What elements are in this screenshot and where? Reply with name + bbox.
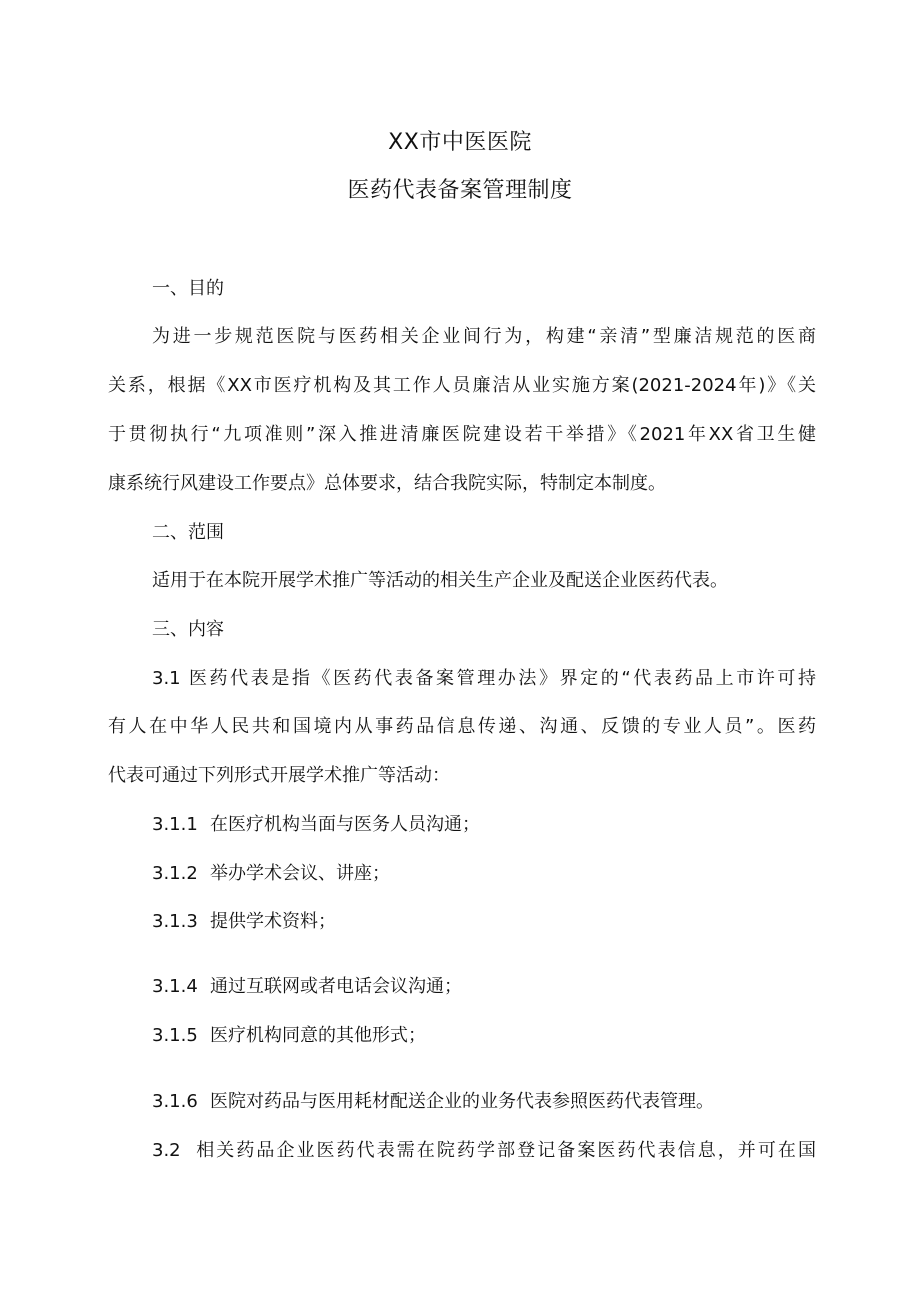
clause-number: 3.2 [152,1140,181,1161]
list-item-number: 3.1.4 [152,976,198,997]
list-item-text: 医疗机构同意的其他形式； [210,1025,426,1046]
list-item [152,811,816,839]
section-heading-scope: 二、范围 [152,522,224,543]
list-item [152,1022,816,1050]
list-item-number: 3.1.3 [152,911,198,932]
paragraph-line: 于贯彻执行“九项准则”深入推进清廉医院建设若干举措》《2021年XX省卫生健 [108,424,816,445]
paragraph-line: 适用于在本院开展学术推广等活动的相关生产企业及配送企业医药代表。 [152,570,728,591]
clause-3-1-line: 代表可通过下列形式开展学术推广等活动： [108,765,450,786]
list-item [152,973,816,1001]
list-item-text: 提供学术资料； [210,911,336,932]
list-item-number: 3.1.1 [152,814,198,835]
clause-3-1-line [152,665,816,693]
clause-text: 医药代表是指《医药代表备案管理办法》界定的“代表药品上市许可持 [188,668,816,689]
list-item-number: 3.1.5 [152,1025,198,1046]
section-heading-content: 三、内容 [152,619,224,640]
list-item-text: 举办学术会议、讲座； [210,863,390,884]
document-title-hospital: XX市中医医院 [388,130,532,155]
list-item-number: 3.1.2 [152,863,198,884]
list-item-number: 3.1.6 [152,1091,198,1112]
clause-text: 相关药品企业医药代表需在院药学部登记备案医药代表信息，并可在国 [196,1140,816,1161]
list-item [152,908,816,936]
document-title-regulation: 医药代表备案管理制度 [347,178,573,203]
clause-number: 3.1 [152,668,181,689]
paragraph-line: 关系，根据《XX市医疗机构及其工作人员廉洁从业实施方案(2021-2024年)》《关 [108,375,816,396]
clause-3-2-line [152,1137,816,1165]
paragraph-line: 为进一步规范医院与医药相关企业间行为，构建“亲清”型廉洁规范的医商 [152,326,816,347]
list-item-text: 医院对药品与医用耗材配送企业的业务代表参照医药代表管理。 [210,1091,714,1112]
clause-3-1-line: 有人在中华人民共和国境内从事药品信息传递、沟通、反馈的专业人员”。医药 [108,716,816,737]
list-item-text: 通过互联网或者电话会议沟通； [210,976,462,997]
paragraph-line: 康系统行风建设工作要点》总体要求，结合我院实际，特制定本制度。 [108,473,666,494]
list-item [152,860,816,888]
section-heading-purpose: 一、目的 [152,278,224,299]
list-item-text: 在医疗机构当面与医务人员沟通； [210,814,480,835]
list-item [152,1088,816,1116]
